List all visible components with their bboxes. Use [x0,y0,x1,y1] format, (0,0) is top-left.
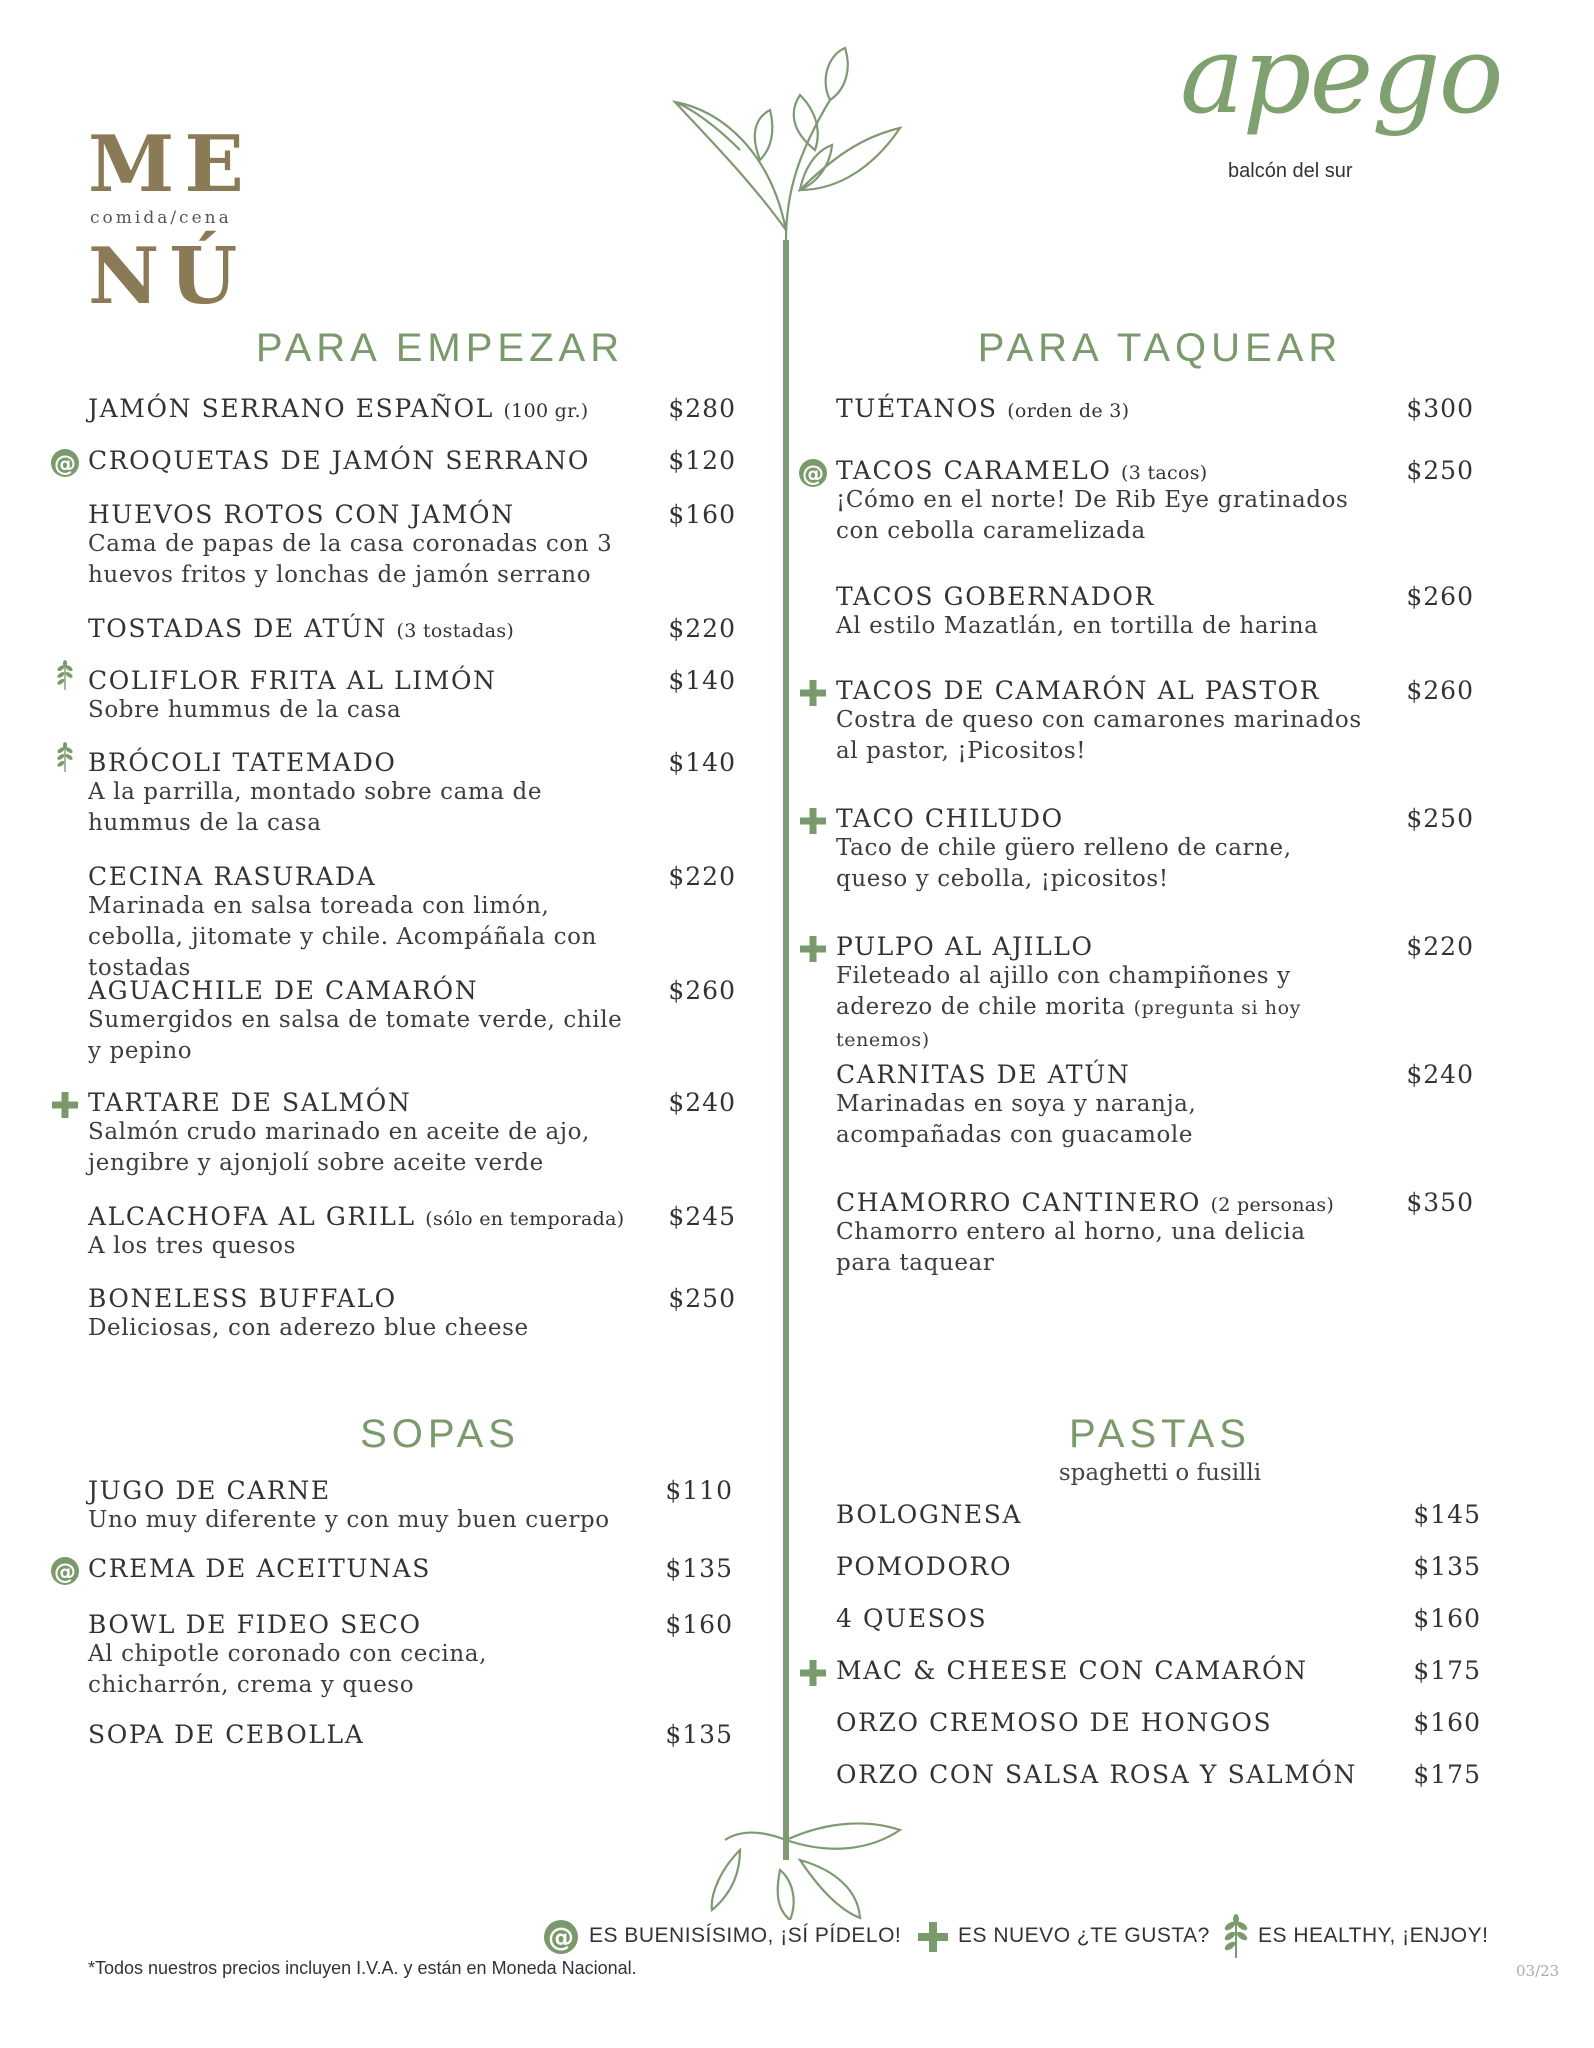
menu-item-description [88,1505,623,1536]
menu-item-title: CHAMORRO CANTINERO [836,1188,1202,1217]
plus-icon [798,806,828,836]
menu-item-title: BOLOGNESA [836,1500,1023,1529]
menu-item-name [836,1188,1474,1217]
menu-item-price: $175 [1413,1656,1481,1685]
menu-item-note: (3 tostadas) [396,620,515,642]
section-title-sopas: SOPAS [360,1412,520,1456]
menu-item-name [88,748,736,777]
menu-item-name [88,1720,733,1749]
menu-item-price: $160 [1413,1604,1481,1633]
menu-item [836,804,1474,895]
menu-item-title: BOWL DE FIDEO SECO [88,1610,422,1639]
at-icon [50,1556,80,1586]
menu-item-description-text: Costra de queso con camarones marinados al pastor, ¡Picositos! [836,707,1362,764]
menu-item-name [88,500,736,529]
menu-item [836,1604,1481,1633]
menu-item-description [88,695,626,726]
legend-plus-icon [916,1920,950,1954]
menu-item-name [836,1708,1481,1737]
menu-item-price: $240 [1406,1060,1474,1089]
menu-item [88,500,736,591]
menu-item-name [88,394,736,423]
menu-item-price: $160 [665,1610,733,1639]
menu-item-note: (sólo en temporada) [425,1208,625,1230]
menu-item-title: PULPO AL AJILLO [836,932,1094,961]
menu-item [88,1554,733,1583]
menu-item-name [836,1656,1481,1685]
plus-icon [798,678,828,708]
menu-item-description-text: A los tres quesos [88,1233,297,1259]
menu-item-title: TACOS DE CAMARÓN AL PASTOR [836,676,1321,705]
menu-item-name [836,804,1474,833]
menu-item [88,1202,736,1262]
menu-item-description-text: Sumergidos en salsa de tomate verde, chile y pepino [88,1007,623,1064]
menu-item-price: $135 [665,1720,733,1749]
menu-item-title: MAC & CHEESE CON CAMARÓN [836,1656,1308,1685]
menu-item-description [88,529,626,591]
menu-item-price: $245 [668,1202,736,1231]
menu-item [88,1284,736,1344]
menu-item-marker [798,678,828,712]
menu-item [836,1708,1481,1737]
menu-item-description-text: Uno muy diferente y con muy buen cuerpo [88,1507,610,1533]
menu-item-title: SOPA DE CEBOLLA [88,1720,365,1749]
menu-item-description-text: Salmón crudo marinado en aceite de ajo, jengibre y ajonjolí sobre aceite verde [88,1119,590,1176]
menu-item-title: TACO CHILUDO [836,804,1064,833]
plus-icon [798,1658,828,1688]
menu-item-description [88,1005,626,1067]
brand-logo: apego [1180,13,1502,138]
menu-item-title: ALCACHOFA AL GRILL [88,1202,416,1231]
section-title-empezar: PARA EMPEZAR [255,326,625,370]
menu-item-description [88,891,626,984]
menu-item-description [88,777,626,839]
menu-item-description [836,961,1364,1056]
svg-text:@: @ [548,1923,574,1953]
svg-text:@: @ [54,1560,76,1585]
menu-item-title: CREMA DE ACEITUNAS [88,1554,431,1583]
menu-title-top: ME [88,119,254,210]
legend-at-label: ES BUENISÍSIMO, ¡SÍ PÍDELO! [589,1924,902,1947]
legend-leaf-label: ES HEALTHY, ¡ENJOY! [1258,1924,1489,1947]
menu-item-description-text: Marinadas en soya y naranja, acompañadas con guacamole [836,1091,1197,1148]
menu-version-code: 03/23 [1516,1962,1560,1980]
menu-item-description-text: Deliciosas, con aderezo blue cheese [88,1315,529,1341]
menu-item-marker [50,1090,80,1124]
menu-item-marker [50,1556,80,1590]
menu-item [88,1720,733,1749]
menu-item-name [88,1476,733,1505]
menu-item-title: HUEVOS ROTOS CON JAMÓN [88,500,515,529]
menu-item-description [836,1217,1364,1279]
menu-item-description [836,833,1364,895]
menu-item-price: $110 [665,1476,733,1505]
menu-item-name [836,1060,1474,1089]
menu-item-price: $280 [668,394,736,423]
menu-item-note: (3 tacos) [1121,462,1208,484]
menu-item-price: $250 [1406,456,1474,485]
menu-item-name [88,976,736,1005]
at-icon [798,458,828,488]
menu-item-description-text: Al estilo Mazatlán, en tortilla de harina [836,613,1319,639]
menu-item-title: AGUACHILE DE CAMARÓN [88,976,479,1005]
menu-item [836,932,1474,1056]
menu-item [836,676,1474,767]
menu-item-name [88,1610,733,1639]
menu-item-title: POMODORO [836,1552,1013,1581]
menu-item-note: (orden de 3) [1007,400,1130,422]
price-footnote: *Todos nuestros precios incluyen I.V.A. y están en Moneda Nacional. [88,1958,637,1978]
menu-item-name [836,456,1474,485]
menu-item [88,666,736,726]
menu-item-price: $220 [668,614,736,643]
menu-item-price: $350 [1406,1188,1474,1217]
menu-item-price: $240 [668,1088,736,1117]
menu-item-description [836,611,1364,642]
menu-item-price: $120 [668,446,736,475]
menu-item [88,446,736,475]
menu-item-price: $175 [1413,1760,1481,1789]
menu-item-title: CECINA RASURADA [88,862,377,891]
menu-item-price: $260 [1406,582,1474,611]
menu-item [836,1060,1474,1151]
menu-item-price: $250 [668,1284,736,1313]
menu-item-description-text: Al chipotle coronado con cecina, chicharrón, crema y queso [88,1641,488,1698]
menu-item-title: BONELESS BUFFALO [88,1284,397,1313]
brand-tagline: balcón del sur [1228,160,1353,182]
menu-item-title: JUGO DE CARNE [88,1476,331,1505]
menu-item-description [88,1639,623,1701]
menu-item-price: $260 [1406,676,1474,705]
menu-item-name [836,932,1474,961]
menu-item-description [836,705,1364,767]
menu-item [836,1656,1481,1685]
menu-item-title: TOSTADAS DE ATÚN [88,614,387,643]
menu-item-name [88,614,736,643]
menu-item-price: $300 [1406,394,1474,423]
menu-item [836,394,1474,423]
menu-item-name [836,676,1474,705]
menu-item [88,976,736,1067]
menu-item-name [836,394,1474,423]
menu-item-description-text: Taco de chile güero relleno de carne, queso y cebolla, ¡picositos! [836,835,1292,892]
menu-item-price: $145 [1413,1500,1481,1529]
menu-item [88,1476,733,1536]
menu-item-title: 4 QUESOS [836,1604,988,1633]
svg-text:@: @ [54,452,76,477]
menu-item-marker [798,1658,828,1692]
menu-item-description-text: Sobre hummus de la casa [88,697,402,723]
leaf-icon [50,660,80,690]
menu-item-marker [50,448,80,482]
menu-item-description [836,1089,1364,1151]
menu-item-price: $250 [1406,804,1474,833]
leaf-icon [50,742,80,772]
menu-item-description [88,1117,626,1179]
menu-item [88,614,736,643]
menu-item [836,456,1474,547]
menu-item-title: COLIFLOR FRITA AL LIMÓN [88,666,497,695]
section-title-taquear: PARA TAQUEAR [977,326,1343,370]
menu-item-marker [798,806,828,840]
menu-item [88,394,736,423]
menu-item [88,1088,736,1179]
menu-title-bottom: NÚ [88,231,248,322]
menu-item-name [88,1554,733,1583]
menu-item-name [836,582,1474,611]
menu-item-name [836,1500,1481,1529]
menu-item [836,1760,1481,1789]
menu-item-title: CROQUETAS DE JAMÓN SERRANO [88,446,590,475]
svg-text:@: @ [802,462,824,487]
menu-item-title: TARTARE DE SALMÓN [88,1088,412,1117]
menu-item-description-text: Chamorro entero al horno, una delicia para taquear [836,1219,1306,1276]
menu-item-price: $220 [1406,932,1474,961]
at-icon [50,448,80,478]
menu-item [836,1500,1481,1529]
menu-item-marker [798,934,828,968]
legend-plus-label: ES NUEVO ¿TE GUSTA? [958,1924,1210,1947]
menu-item-name [836,1552,1481,1581]
menu-item-name [88,446,736,475]
menu-item-name [88,1284,736,1313]
menu-item-description-text: Marinada en salsa toreada con limón, cebolla, jitomate y chile. Acompáñala con tostadas [88,893,597,981]
menu-item-marker [50,660,80,694]
menu-item [836,1552,1481,1581]
menu-item-title: ORZO CON SALSA ROSA Y SALMÓN [836,1760,1357,1789]
menu-item-title: TACOS CARAMELO [836,456,1112,485]
menu-item [88,748,736,839]
menu-item-name [88,1088,736,1117]
menu-item-marker [798,458,828,492]
menu-item-marker [50,742,80,776]
legend-leaf-icon [1222,1914,1250,1958]
menu-item-title: CARNITAS DE ATÚN [836,1060,1131,1089]
menu-item-note: (100 gr.) [503,400,589,422]
menu-item-name [836,1604,1481,1633]
menu-item [836,582,1474,642]
menu-item-price: $135 [665,1554,733,1583]
menu-item-note: (2 personas) [1210,1194,1335,1216]
menu-item-title: BRÓCOLI TATEMADO [88,748,397,777]
menu-item-price: $135 [1413,1552,1481,1581]
plus-icon [798,934,828,964]
menu-item [88,1610,733,1701]
menu-item-description-text: Fileteado al ajillo con champiñones y aderezo de chile morita [836,963,1291,1020]
menu-item-description-text: A la parrilla, montado sobre cama de hummus de la casa [88,779,543,836]
menu-item-description [88,1231,626,1262]
menu-item-description [836,485,1364,547]
menu-item-price: $140 [668,748,736,777]
menu-item-title: ORZO CREMOSO DE HONGOS [836,1708,1273,1737]
menu-item-description-text: ¡Cómo en el norte! De Rib Eye gratinados con cebolla caramelizada [836,487,1349,544]
section-title-pastas: PASTAS [1069,1412,1251,1456]
menu-item-description-text: Cama de papas de la casa coronadas con 3 huevos fritos y lonchas de jamón serrano [88,531,613,588]
menu-item-name [836,1760,1481,1789]
menu-item-name [88,1202,736,1231]
menu-item-price: $160 [668,500,736,529]
menu-item-price: $220 [668,862,736,891]
menu-item-description [88,1313,626,1344]
menu-item-price: $260 [668,976,736,1005]
menu-subtitle: comida/cena [90,208,232,228]
menu-item-title: TUÉTANOS [836,394,998,423]
menu-item-price: $160 [1413,1708,1481,1737]
legend-at-icon [543,1919,579,1955]
menu-item-title: TACOS GOBERNADOR [836,582,1155,611]
menu-item-title: JAMÓN SERRANO ESPAÑOL [88,394,494,423]
menu-item-price: $140 [668,666,736,695]
menu-item [88,862,736,984]
menu-item-description-note: (pregunta si hoy tenemos) [836,997,1302,1051]
menu-item-name [88,862,736,891]
section-subtitle-pastas: spaghetti o fusilli [1058,1460,1262,1486]
menu-item-name [88,666,736,695]
menu-item [836,1188,1474,1279]
plus-icon [50,1090,80,1120]
